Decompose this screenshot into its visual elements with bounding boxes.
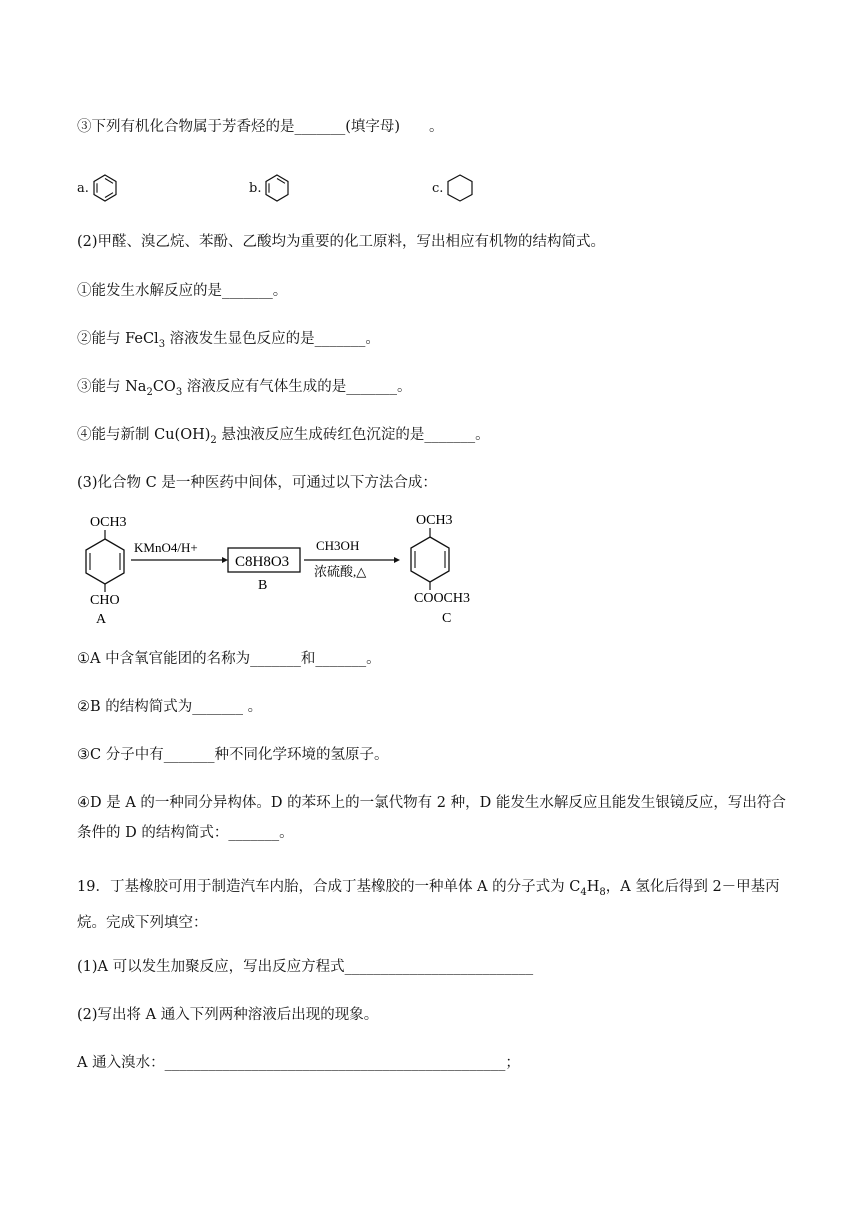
compound-b-formula: C8H8O3 (235, 554, 290, 570)
option-a (77, 173, 120, 203)
reagent-1: KMnO4/H+ (134, 540, 198, 555)
benzene-ring-icon (90, 173, 120, 203)
cyclohexane-ring-icon (444, 173, 476, 203)
compound-c-bottom: COOCH3 (414, 591, 471, 606)
question-19: 19．丁基橡胶可用于制造汽车内胎，合成丁基橡胶的一种单体 A 的分子式为 $C_4H_8$，A 氢化后得到 2－甲基丙烷。完成下列填空： (77, 879, 780, 931)
part3-q4: ④D 是 A 的一种同分异构体。D 的苯环上的一氯代物有 2 种，D 能发生水解反应且能发生银镜反应，写出符合条件的 D 的结构简式：_______。 (77, 795, 786, 841)
option-a-label: a. (77, 180, 89, 196)
compound-a-label: A (96, 612, 107, 627)
option-b-label: b. (249, 180, 262, 196)
question-19-part2: (2)写出将 A 通入下列两种溶液后出现的现象。 (77, 1007, 379, 1023)
part2-q1: ①能发生水解反应的是_______。 (77, 283, 288, 299)
question-19-part1: (1)A 可以发生加聚反应，写出反应方程式__________________________ (77, 959, 534, 975)
option-c-label: c. (432, 180, 444, 196)
compound-a-top: OCH3 (90, 515, 127, 530)
reagent-2-top: CH3OH (316, 538, 360, 553)
part2-intro: (2)甲醛、溴乙烷、苯酚、乙酸均为重要的化工原料，写出相应有机物的结构简式。 (77, 234, 606, 250)
option-b (249, 173, 292, 203)
question-aromatic: ③下列有机化合物属于芳香烃的是_______(填字母) 。 (77, 119, 444, 135)
compound-a-bottom: CHO (90, 593, 120, 608)
part3-q1: ①A 中含氧官能团的名称为_______和_______。 (77, 651, 381, 667)
compound-c-top: OCH3 (416, 513, 453, 528)
compound-b-label: B (258, 578, 268, 593)
cyclohexadiene-ring-icon (262, 173, 292, 203)
compound-c-ring (411, 537, 449, 582)
part3-q3: ③C 分子中有_______种不同化学环境的氢原子。 (77, 747, 389, 763)
option-c (432, 173, 476, 203)
synthesis-scheme (76, 508, 516, 630)
part2-q2: ②能与 FeCl$_3$ 溶液发生显色反应的是_______。 (77, 331, 380, 350)
part2-q4: ④能与新制 $Cu(OH)_2$ 悬浊液反应生成砖红色沉淀的是_______。 (77, 427, 490, 446)
reagent-2-bottom: 浓硫酸,△ (314, 564, 367, 579)
part3-q2: ②B 的结构简式为_______ 。 (77, 699, 263, 715)
question-19-part3: A 通入溴水：_______________________________________________； (77, 1055, 520, 1071)
compound-a-ring (86, 539, 124, 584)
part3-intro: (3)化合物 C 是一种医药中间体，可通过以下方法合成： (77, 475, 437, 491)
part2-q3: ③能与 $Na_2CO_3$ 溶液反应有气体生成的是_______。 (77, 379, 412, 398)
compound-c-label: C (442, 611, 452, 626)
